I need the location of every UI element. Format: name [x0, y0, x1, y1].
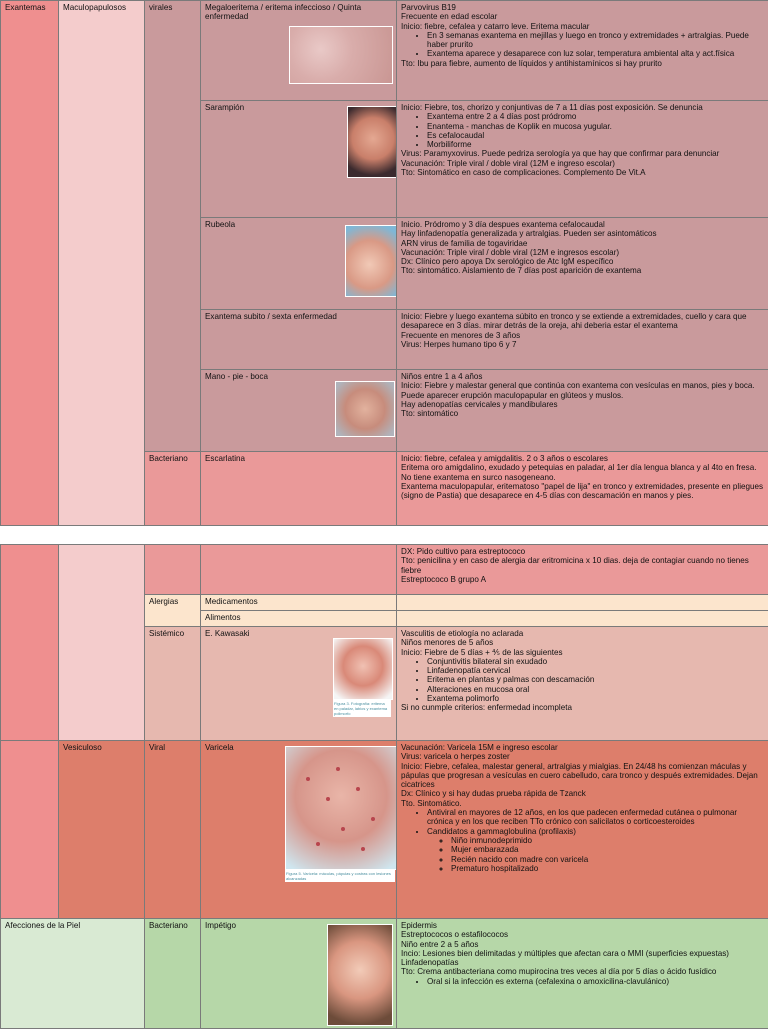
sarampion-description: Inicio: Fiebre, tos, chorizo y conjuntivas de 7 a 11 días post exposición. Se denuncia • Exantema entre 2 a 4 días post pródromo • Enantema - manchas de Koplik en mucosa yugular. • Es cefalocaudal • Morbiliforme Virus: Paramyxovirus. Puede pedriza serología ya que hay que confirmar para denunciar Vacunación: Triple viral / doble viral (12M e ingreso escolar) Tto: Sintomático en caso de complicaciones. Complemento De Vit.A	[397, 101, 768, 218]
subcategory-maculopapulosos: Maculopapulosos	[59, 1, 145, 526]
exantema-subito-description: Inicio: Fiebre y luego exantema súbito en tronco y se extiende a extremidades, cuello y cara que desaparece en 3 días. mirar detrás de la oreja, ahi deberia estar el exantema Frecuente en menores de 3 años Virus: Herpes humano tipo 6 y 7	[397, 310, 768, 370]
varicela-description: Vacunación: Varicela 15M e ingreso escolar Virus: varicela o herpes zoster Inicio: Fiebre, cefalea, malestar general, artralgias y mialgias. En 24/48 hs comienzan máculas y pápulas que progresan a vesículas en cuero cabelludo, cara tronco y después extremidades. Dejan cicatrices Dx: Clínico y si hay dudas prueba rápida de Tzanck Tto. Sintomático. • Antiviral en mayores de 12 años, en los que padecen enfermedad cutánea o pulmonar crónica y en los que reciben TTo crónico con salicilatos o corticoesteroides • Candidatos a gammaglobulina (profilaxis) ◦ Niño inmunodeprimido ◦ Mujer embarazada ◦ Recién nacido con madre con varicela ◦ Prematuro hospitalizado	[397, 741, 768, 919]
mano-pie-boca-photo	[335, 381, 395, 437]
disease-escarlatina: Escarlatina	[201, 452, 397, 526]
disease-rubeola: Rubeola	[201, 218, 397, 310]
impetigo-description: Epidermis Estreptococos o estafilococos Niño entre 2 a 5 años Incio: Lesiones bien delimitadas y múltiples que afectan cara o MMI (superficies expuestas) Linfadenopatías Tto: Crema antibacteriana como mupirocina tres veces al día por 5 días o ácido fusídico • Oral si la infección es externa (cefalexina o amoxicilina-clavulánico)	[397, 919, 768, 1029]
subcategory-vesiculoso: Vesiculoso	[59, 741, 145, 919]
escarlatina-continuation: DX: Pido cultivo para estreptococo Tto: penicilina y en caso de alergia dar eritromicina x 10 dias. deja de contagiar cuando no tienes fiebre Estreptococo B grupo A	[397, 545, 768, 595]
disease-varicela: Varicela Figura 5. Varicela: máculas, pápulas y costras con lesiones alcanzadas	[201, 741, 397, 919]
rubeola-description: Inicio. Pródromo y 3 día despues exantema cefalocaudal Hay linfadenopatía generalizada y artralgias. Pueden ser asintomáticos ARN virus de familia de togaviridae Vacunación: Triple viral / doble viral (12M e ingresos escolar) Dx: Clínico pero apoya Dx serológico de Atc IgM específico Tto: sintomático. Aislamiento de 7 días post aparición de exantema	[397, 218, 768, 310]
escarlatina-description: Inicio: fiebre, cefalea y amigdalitis. 2 o 3 años o escolares Eritema oro amigdalino, exudado y petequias en paladar, al 1er día lengua blanca y al 4to en fresa. No tiene exantema en surco nasogeneano. Exantema maculopapular, eritematoso "papel de lija" en tronco y extremidades, presente en pliegues (signo de Pastia) que desaparece en 4-5 días con descamación en manos y pies.	[397, 452, 768, 526]
type-bacteriano: Bacteriano	[145, 452, 201, 526]
disease-escarlatina-cont	[201, 545, 397, 595]
megaloeritema-photo	[289, 26, 393, 84]
sarampion-photo	[347, 106, 397, 178]
disease-medicamentos: Medicamentos	[201, 595, 397, 611]
kawasaki-photo	[333, 638, 393, 700]
disease-kawasaki: E. Kawasaki Figura 3. Fotografía: eritema en paladar, labios y exantema polimorfo	[201, 627, 397, 741]
page-gap	[0, 526, 768, 544]
rubeola-photo	[345, 225, 397, 297]
medicamentos-description	[397, 595, 768, 611]
disease-exantema-subito: Exantema subito / sexta enfermedad	[201, 310, 397, 370]
type-sistemico: Sistémico	[145, 627, 201, 741]
disease-mano-pie-boca: Mano - pie - boca	[201, 370, 397, 452]
kawasaki-figure	[333, 638, 391, 717]
type-bacteriano-cont	[145, 545, 201, 595]
exantemas-table-2b	[0, 740, 768, 1029]
type-bacteriano-piel: Bacteriano	[145, 919, 201, 1029]
kawasaki-description: Vasculitis de etiología no aclarada Niños menores de 5 años Inicio: Fiebre de 5 días + ⅘ de las siguientes • Conjuntivitis bilateral sin exudado • Linfadenopatía cervical • Eritema en plantas y palmas con descamación • Alteraciones en mucosa oral • Exantema polimorfo Si no cunmple criterios: enfermedad incompleta	[397, 627, 768, 741]
type-virales: virales	[145, 1, 201, 452]
varicela-photo	[285, 746, 397, 870]
megaloeritema-description: Parvovirus B19 Frecuente en edad escolar Inicio: fiebre, cefalea y catarro leve. Eritema macular • En 3 semanas exantema en mejillas y luego en tronco y extremidades + artralgias. Puede haber prurito • Exantema aparece y desaparece con luz solar, temperatura ambiental alta y act.física Tto: Ibu para fiebre, aumento de líquidos y antihistamínicos si hay prurito	[397, 1, 768, 101]
disease-sarampion: Sarampión	[201, 101, 397, 218]
type-alergias: Alergias	[145, 595, 201, 627]
kawasaki-caption: Figura 3. Fotografía: eritema en paladar, labios y exantema polimorfo	[333, 700, 391, 717]
disease-alimentos: Alimentos	[201, 611, 397, 627]
mano-pie-boca-description: Niños entre 1 a 4 años Inicio: Fiebre y malestar general que continúa con exantema con vesículas en manos, pies y boca. Puede aparecer erupción maculopapular en glúteos y muslos. Hay adenopatías cervicales y mandibulares Tto: sintomático	[397, 370, 768, 452]
alimentos-description	[397, 611, 768, 627]
varicela-figure	[285, 746, 395, 882]
varicela-caption: Figura 5. Varicela: máculas, pápulas y costras con lesiones alcanzadas	[285, 870, 395, 882]
category-exantemas-cont2	[1, 741, 59, 919]
impetigo-photo	[327, 924, 393, 1026]
disease-impetigo: Impétigo	[201, 919, 397, 1029]
type-viral: Viral	[145, 741, 201, 919]
category-exantemas: Exantemas	[1, 1, 59, 526]
category-afecciones-piel: Afecciones de la Piel	[1, 919, 145, 1029]
disease-megaloeritema: Megaloeritema / eritema infeccioso / Quinta enfermedad	[201, 1, 397, 101]
